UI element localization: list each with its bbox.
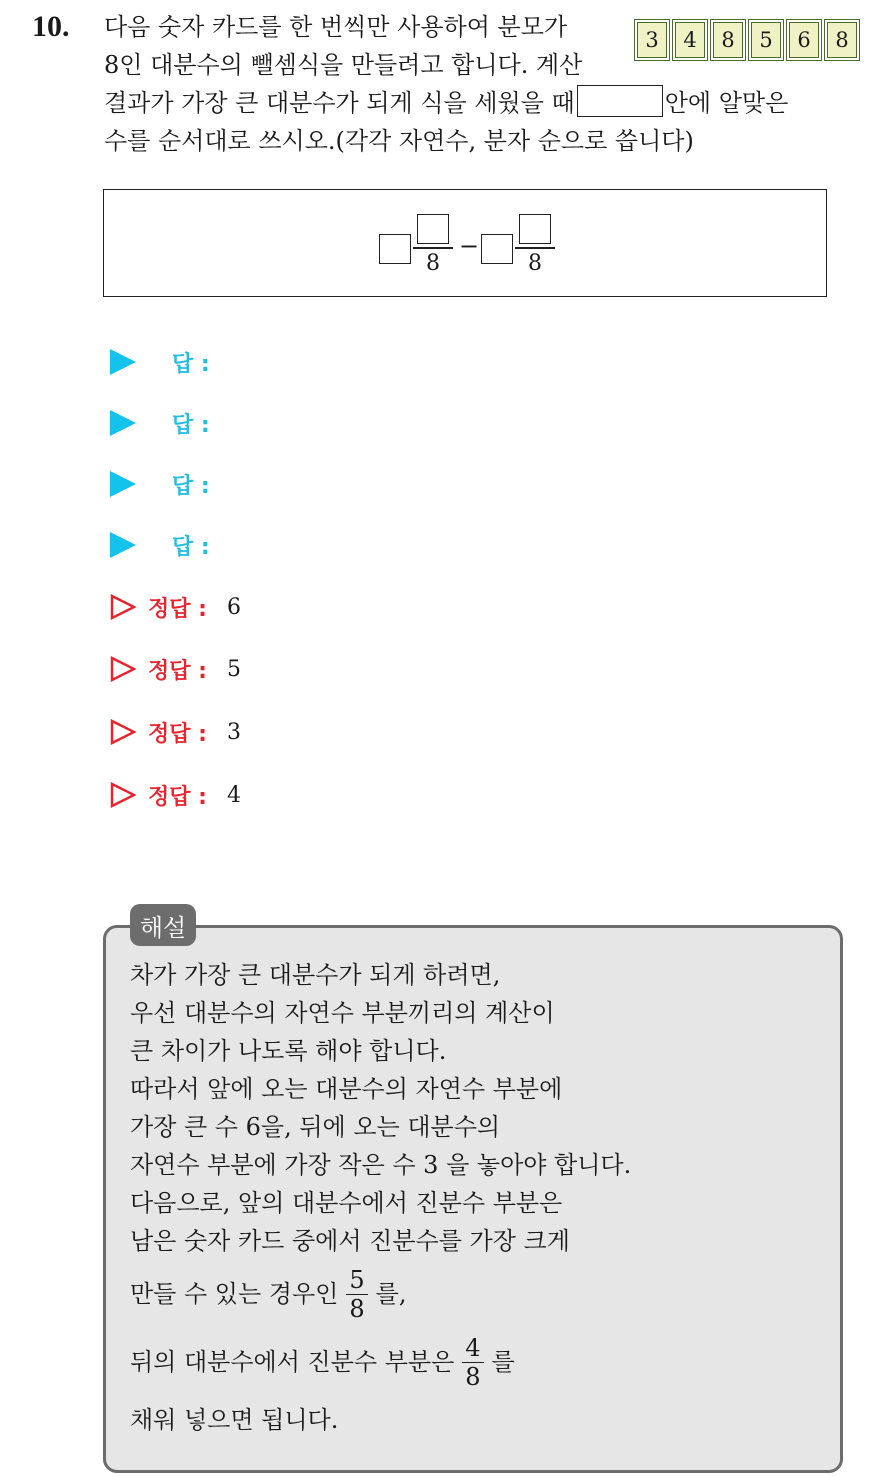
- answer-row: [110, 525, 210, 565]
- explanation-line: 가장 큰 수 6을, 뒤에 오는 대분수의: [130, 1113, 501, 1141]
- explanation-tag: 해설: [130, 904, 196, 946]
- key-value: 3: [226, 719, 241, 745]
- fraction-bar-2: [515, 247, 555, 249]
- denominator-1: 8: [426, 251, 440, 276]
- key-value: 6: [226, 594, 241, 620]
- answer-label: 답 :: [172, 412, 210, 438]
- explanation-line: 큰 차이가 나도록 해야 합니다.: [130, 1037, 447, 1065]
- key-row: [110, 712, 241, 752]
- number-cards: [636, 22, 858, 58]
- explanation-line: 남은 숫자 카드 중에서 진분수를 가장 크게: [130, 1227, 570, 1255]
- key-value: 5: [226, 656, 241, 682]
- key-row: [110, 649, 241, 689]
- question-line-3: [104, 84, 864, 122]
- answer-blank-box: [577, 85, 663, 117]
- play-triangle-icon: [110, 532, 136, 558]
- explanation-line: 차가 가장 큰 대분수가 되게 하려면,: [130, 961, 501, 989]
- question-line-3-suffix: 안에 알맞은: [664, 89, 789, 117]
- whole-number-box-1: [379, 234, 411, 264]
- number-card: 6: [789, 22, 819, 58]
- number-card: 3: [637, 22, 667, 58]
- explanation-text: [130, 956, 631, 1444]
- key-label: 정답 :: [148, 721, 207, 747]
- explanation-box: [103, 925, 843, 1473]
- outline-triangle-icon: [110, 594, 136, 620]
- number-card: 8: [713, 22, 743, 58]
- play-triangle-icon: [110, 410, 136, 436]
- explanation-line-9-prefix: 만들 수 있는 경우인: [130, 1280, 339, 1308]
- question-number: 10.: [32, 10, 70, 43]
- key-row: [110, 775, 241, 815]
- fraction: [462, 1334, 483, 1391]
- answer-label: 답 :: [172, 534, 210, 560]
- numerator-box-1: [417, 214, 449, 244]
- whole-number-box-2: [481, 234, 513, 264]
- question-line-2: 8인 대분수의 뺄셈식을 만들려고 합니다. 계산: [104, 51, 583, 79]
- explanation-line: 다음으로, 앞의 대분수에서 진분수 부분은: [130, 1189, 563, 1217]
- explanation-line-9-suffix: 를,: [375, 1280, 407, 1308]
- explanation-line-fraction-2: [130, 1328, 631, 1396]
- explanation-line-10-suffix: 를: [491, 1348, 515, 1376]
- play-triangle-icon: [110, 471, 136, 497]
- explanation-line-10-prefix: 뒤의 대분수에서 진분수 부분은: [130, 1348, 455, 1376]
- explanation-line: 따라서 앞에 오는 대분수의 자연수 부분에: [130, 1075, 563, 1103]
- answer-label: 답 :: [172, 473, 210, 499]
- subtraction-expression: [379, 214, 579, 274]
- fraction-numerator: 4: [462, 1334, 483, 1363]
- numerator-box-2: [519, 214, 551, 244]
- key-value: 4: [226, 782, 241, 808]
- key-row: [110, 587, 241, 627]
- minus-sign: −: [459, 232, 480, 260]
- explanation-line: 채워 넣으면 됩니다.: [130, 1406, 339, 1434]
- explanation-line-fraction-1: [130, 1260, 631, 1328]
- question-line-1: 다음 숫자 카드를 한 번씩만 사용하여 분모가: [104, 13, 568, 41]
- denominator-2: 8: [528, 251, 542, 276]
- number-card: 5: [751, 22, 781, 58]
- fraction-denominator: 8: [349, 1294, 365, 1323]
- question-line-3-text: 결과가 가장 큰 대분수가 되게 식을 세웠을 때: [104, 89, 575, 117]
- expression-box: [103, 189, 827, 297]
- answer-row: [110, 403, 210, 443]
- outline-triangle-icon: [110, 719, 136, 745]
- answer-label: 답 :: [172, 351, 210, 377]
- fraction: [346, 1266, 367, 1323]
- answer-row: [110, 342, 210, 382]
- explanation-line: 우선 대분수의 자연수 부분끼리의 계산이: [130, 999, 555, 1027]
- explanation-line: 자연수 부분에 가장 작은 수 3 을 놓아야 합니다.: [130, 1151, 632, 1179]
- answer-row: [110, 464, 210, 504]
- number-card: 8: [827, 22, 857, 58]
- key-label: 정답 :: [148, 596, 207, 622]
- key-label: 정답 :: [148, 784, 207, 810]
- play-triangle-icon: [110, 349, 136, 375]
- fraction-bar-1: [413, 247, 453, 249]
- fraction-denominator: 8: [465, 1362, 481, 1391]
- number-card: 4: [675, 22, 705, 58]
- key-label: 정답 :: [148, 658, 207, 684]
- fraction-numerator: 5: [346, 1266, 367, 1295]
- question-line-4: 수를 순서대로 쓰시오.(각각 자연수, 분자 순으로 씁니다): [104, 127, 694, 155]
- outline-triangle-icon: [110, 782, 136, 808]
- outline-triangle-icon: [110, 656, 136, 682]
